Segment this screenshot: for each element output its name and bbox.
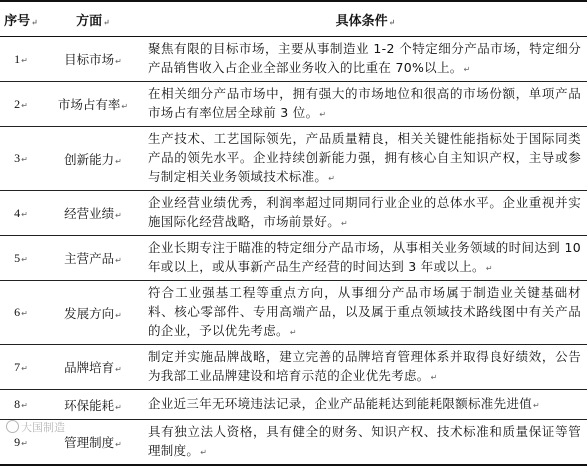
row-condition: 在相关细分产品市场中，拥有强大的市场地位和很高的市场份额，单项产品市场占有率位居全球前 3 位。↵ [144,82,587,127]
row-aspect: 目标市场↵ [42,37,144,82]
table-row [0,390,587,420]
row-condition: 制定并实施品牌战略，建立完善的品牌培育管理体系并取得良好绩效，公告为我部工业品牌建设和培育示范的企业优先考虑。↵ [144,345,587,390]
row-aspect: 市场占有率↵ [42,82,144,127]
row-index: 4↵ [0,191,42,236]
header-index: 序号↵ [0,1,42,37]
row-condition: 生产技术、工艺国际领先，产品质量精良，相关关键性能指标处于国际同类产品的领先水平。企业持续创新能力强，拥有核心自主知识产权，主导或参与制定相关业务领域技术标准。↵ [144,127,587,191]
row-index: 2↵ [0,82,42,127]
watermark-logo-icon [6,420,19,433]
row-condition: 企业经营业绩优秀，利润率超过同期同行业企业的总体水平。企业重视并实施国际化经营战略，市场前景好。↵ [144,191,587,236]
table-row [0,420,587,466]
table-row [0,345,587,390]
row-aspect: 管理制度↵ [42,420,144,466]
table-row [0,236,587,281]
row-aspect: 主营产品↵ [42,236,144,281]
row-aspect: 发展方向↵ [42,281,144,345]
row-index: 7↵ [0,345,42,390]
row-condition: 符合工业强基工程等重点方向，从事细分产品市场属于制造业关键基础材料、核心零部件、专用高端产品，以及属于重点领域技术路线图中有关产品的企业，予以优先考虑。↵ [144,281,587,345]
table-row [0,37,587,82]
row-aspect: 经营业绩↵ [42,191,144,236]
row-condition: 具有独立法人资格，具有健全的财务、知识产权、技术标准和质量保证等管理制度。↵ [144,420,587,466]
row-index: 1↵ [0,37,42,82]
row-aspect: 创新能力↵ [42,127,144,191]
table-row [0,191,587,236]
table-row [0,127,587,191]
table-row [0,281,587,345]
watermark: 大国制造 [6,419,65,435]
header-aspect: 方面↵ [42,1,144,37]
row-aspect: 环保能耗↵ [42,390,144,420]
table-header-row [0,1,587,37]
row-index: 8↵ [0,390,42,420]
header-condition: 具体条件↵ [144,1,587,37]
table-body [0,37,587,466]
row-index: 9↵ [0,420,42,466]
row-index: 3↵ [0,127,42,191]
table-row [0,82,587,127]
row-index: 6↵ [0,281,42,345]
row-aspect: 品牌培育↵ [42,345,144,390]
row-condition: 企业长期专注于瞄准的特定细分产品市场，从事相关业务领域的时间达到 10 年或以上，或从事新产品生产经营的时间达到 3 年或以上。↵ [144,236,587,281]
row-index: 5↵ [0,236,42,281]
row-condition: 企业近三年无环境违法记录，企业产品能耗达到能耗限额标准先进值↵ [144,390,587,420]
row-condition: 聚焦有限的目标市场，主要从事制造业 1-2 个特定细分产品市场，特定细分产品销售收入占企业全部业务收入的比重在 70%以上。↵ [144,37,587,82]
